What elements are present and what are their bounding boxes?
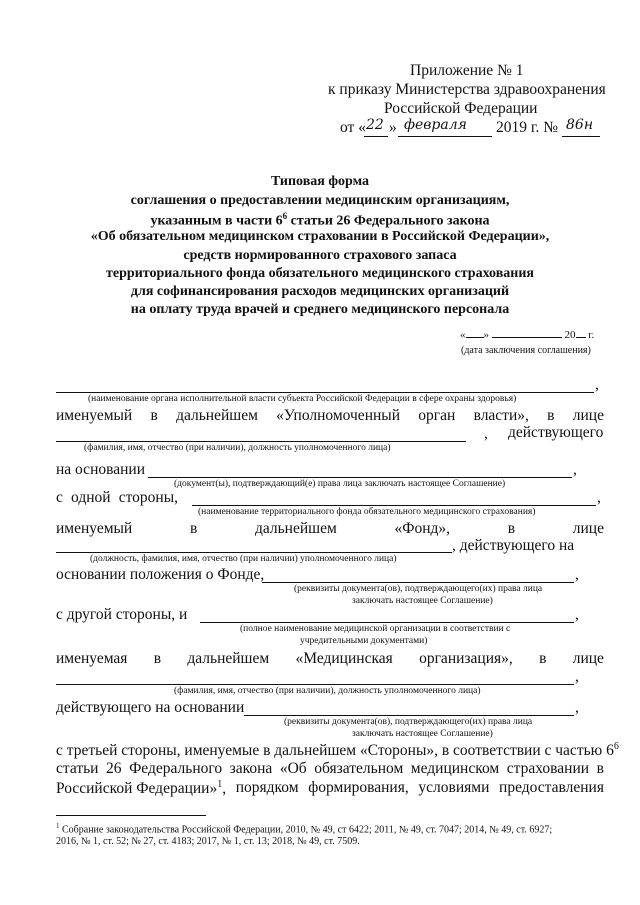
osn-polozh-text: основании положения о Фонде, (56, 566, 265, 583)
para-sup2: 1 (217, 779, 223, 790)
rekv1-caption-b: заключать настоящее Соглашение) (352, 596, 493, 606)
deystv-osn-text: действующего на основании (56, 699, 245, 716)
month-underline (398, 136, 492, 137)
date-line: « » 20 г. (460, 329, 595, 341)
title-sup: 6 (282, 211, 288, 221)
fio1-line (56, 441, 466, 442)
header-number: 86н (566, 117, 594, 133)
organ-comma: , (595, 376, 599, 393)
organ-caption: (наименование органа исполнительной власти субъекта Российской Федерации в сфере охраны здоровья) (88, 394, 517, 404)
rekv2-caption-a: (реквизиты документа(ов), подтверждающего(их) права лица (284, 717, 533, 727)
day-underline (364, 136, 388, 137)
organ-line (56, 392, 594, 393)
title-line2: соглашения о предоставлении медицинским организациям, (130, 193, 510, 208)
deystv-na-text: , действующего на (452, 537, 575, 554)
upoln-row: именуемый в дальнейшем «Уполномоченный орган власти», в лице (56, 407, 604, 424)
title-line4: «Об обязательном медицинском страховании в Российской Федерации», (90, 229, 550, 244)
na-osnovanii-text: на основании (56, 461, 145, 478)
header-day: 22 (366, 117, 384, 133)
rekv2-caption-b: заключать настоящее Соглашение) (352, 729, 493, 739)
para-sup1: 6 (613, 741, 619, 752)
para-line3: Российской Федерации»$^1$, порядком формирования, условиями предоставления (56, 779, 604, 798)
fio1-caption: (фамилия, имя, отчество (при наличии), должность уполномоченного лица) (84, 443, 391, 453)
title-line6: территориального фонда обязательного медицинского страхования (106, 266, 534, 281)
para-line1: с третьей стороны, именуемые в дальнейшем «Стороны», в соответствии с частью $6^6$ (56, 741, 619, 760)
doc1-line (148, 477, 572, 478)
date-caption: (дата заключения соглашения) (461, 345, 591, 356)
fio3-line (56, 684, 574, 685)
mo-name-line (200, 622, 574, 623)
header-year: 2019 г. № (496, 119, 559, 136)
footnote-line2: 2016, № 1, ст. 52; № 27, ст. 4183; 2017, № 1, ст. 13; 2018, № 49, ст. 7509. (56, 836, 360, 847)
title-line3: указанным в части $6^6$ статьи 26 Федерального закона (150, 211, 490, 229)
footnote-line1: $^1$ Собрание законодательства Российской Федерации, 2010, № 49, ст 6422; 2011, № 49, ст. 7047; 2014, № 49, ст. 6927; (56, 822, 553, 836)
odnoy-row: с одной стороны, (56, 489, 178, 506)
s-drugoy-text: с другой стороны, и (56, 606, 188, 623)
mo-row: именуемая в дальнейшем «Медицинская организация», в лице (56, 650, 604, 667)
rekv2-line (244, 715, 574, 716)
mo-caption-a: (полное наименование медицинской организации в соответствии с (240, 624, 511, 634)
title-line8: на оплату труда врачей и среднего медицинского персонала (130, 302, 510, 317)
title-line7: для софинансирования расходов медицинских организаций (130, 284, 510, 299)
fio2-caption: (должность, фамилия, имя, отчество (при наличии) уполномоченного лица) (90, 554, 397, 564)
header-date-mid: » (389, 119, 397, 136)
header-order: к приказу Министерства здравоохранения (328, 81, 606, 98)
rekv1-caption-a: (реквизиты документа(ов), подтверждающего(их) права лица (294, 584, 543, 594)
footnote-separator (56, 815, 206, 816)
header-month: февраля (404, 117, 467, 133)
fond-row: именуемый в дальнейшем «Фонд», в лице (56, 520, 604, 537)
header-date-from: от « (340, 119, 366, 136)
title-line1: Типовая форма (270, 174, 370, 189)
fio2-line (56, 552, 452, 553)
fio1-comma: , (484, 425, 488, 442)
para-line2: статьи 26 Федерального закона «Об обязательном медицинском страховании в (56, 760, 604, 777)
doc1-comma: , (573, 461, 577, 478)
doc1-caption: (документ(ы), подтверждающий(е) права лица заключать настоящее Соглашение) (174, 479, 506, 489)
header-appendix: Приложение № 1 (410, 62, 524, 79)
number-underline (562, 136, 600, 137)
header-rf: Российской Федерации (384, 100, 538, 117)
fond-name-caption: (наименование территориального фонда обязательного медицинского страхования) (198, 507, 536, 517)
mo-name-comma: , (575, 606, 579, 623)
fond-name-line (192, 505, 596, 506)
rekv1-line (262, 582, 574, 583)
fio3-comma: , (575, 668, 579, 685)
rekv1-comma: , (575, 566, 579, 583)
fond-name-comma: , (597, 489, 601, 506)
footnote-num: 1 (56, 822, 60, 830)
deystv-text: действующего (508, 424, 604, 441)
rekv2-comma: , (575, 699, 579, 716)
mo-caption-b: учредительными документами) (300, 636, 428, 646)
title-line5: средств нормированного страхового запаса (183, 248, 457, 263)
fio3-caption: (фамилия, имя, отчество (при наличии), должность уполномоченного лица) (174, 686, 481, 696)
